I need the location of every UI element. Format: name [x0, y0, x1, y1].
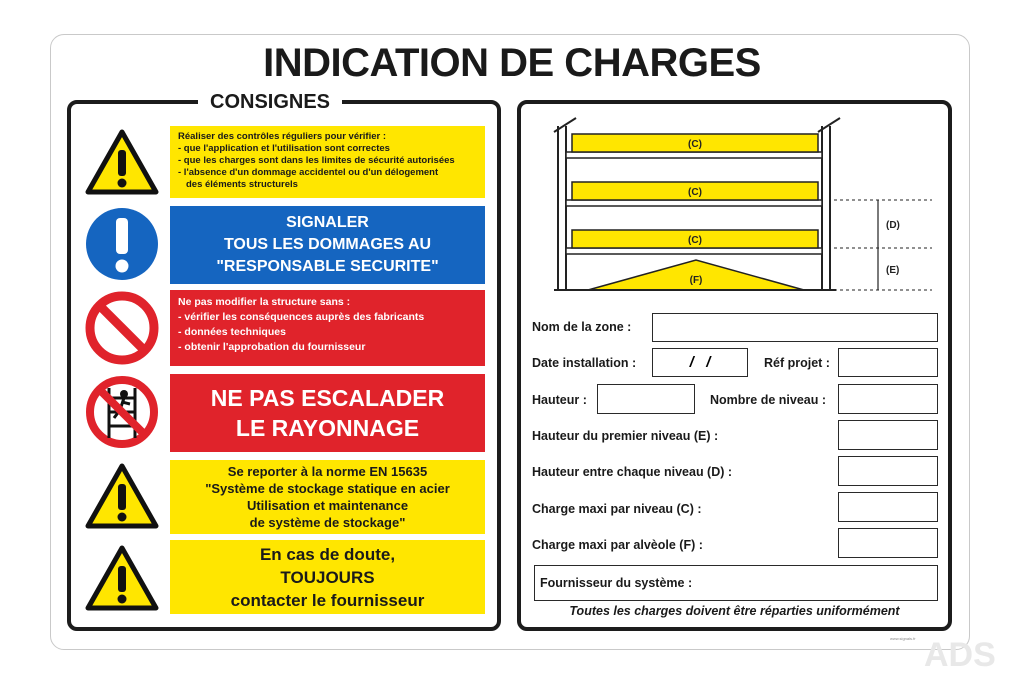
instruction-line: - l'absence d'un dommage accidentel ou d'un délogement — [178, 167, 439, 178]
max-load-level-field[interactable] — [838, 492, 938, 522]
warning-triangle-icon — [84, 544, 160, 612]
level-spacing-label: Hauteur entre chaque niveau (D) : — [532, 465, 733, 479]
beam-label-top: (C) — [688, 139, 702, 150]
small-print: www.signals.fr — [890, 636, 916, 641]
date-label: Date installation : — [532, 356, 637, 370]
zone-field[interactable] — [652, 313, 938, 342]
level-spacing-field[interactable] — [838, 456, 938, 486]
instruction-line: des éléments structurels — [186, 179, 298, 190]
instruction-line: - que l'application et l'utilisation sont correctes — [178, 143, 390, 154]
zone-label: Nom de la zone : — [532, 320, 632, 334]
dimension-d-label: (D) — [886, 220, 900, 231]
max-load-bay-label: Charge maxi par alvèole (F) : — [532, 538, 703, 552]
mandatory-exclamation-icon — [84, 206, 160, 282]
standard-reference-box — [170, 460, 485, 534]
ref-label: Réf projet : — [764, 356, 830, 370]
instruction-line: En cas de doute, — [259, 544, 396, 564]
page-title: INDICATION DE CHARGES — [263, 41, 761, 85]
instruction-line: Ne pas modifier la structure sans : — [178, 296, 351, 308]
height-field[interactable] — [597, 384, 695, 414]
dimension-e-label: (E) — [886, 265, 900, 276]
instruction-line: LE RAYONNAGE — [235, 415, 420, 441]
instruction-line: "RESPONSABLE SECURITE" — [216, 258, 439, 275]
supplier-label: Fournisseur du système : — [540, 576, 693, 590]
no-climbing-icon — [84, 374, 160, 450]
levels-field[interactable] — [838, 384, 938, 414]
rack-diagram — [540, 114, 940, 296]
instruction-line: NE PAS ESCALADER — [210, 385, 445, 411]
no-climbing-box — [170, 374, 485, 452]
beam-label-middle: (C) — [688, 187, 702, 198]
first-level-height-label: Hauteur du premier niveau (E) : — [532, 429, 719, 443]
inspection-instructions — [170, 126, 485, 198]
instruction-line: - vérifier les conséquences auprès des fabricants — [178, 311, 425, 323]
max-load-level-label: Charge maxi par niveau (C) : — [532, 502, 702, 516]
instruction-line: Réaliser des contrôles réguliers pour vérifier : — [178, 131, 387, 142]
watermark: ADS — [924, 636, 996, 674]
instruction-line: TOUS LES DOMMAGES AU — [223, 236, 432, 253]
instruction-line: Se reporter à la norme EN 15635 — [227, 464, 428, 479]
no-modification-box — [170, 290, 485, 366]
levels-label: Nombre de niveau : — [710, 393, 826, 407]
instruction-line: - obtenir l'approbation du fournisseur — [178, 341, 366, 353]
instruction-line: Utilisation et maintenance — [246, 498, 409, 513]
consignes-heading: CONSIGNES — [198, 89, 342, 115]
warning-triangle-icon — [84, 128, 160, 196]
height-label: Hauteur : — [532, 393, 587, 407]
ref-field[interactable] — [838, 348, 938, 377]
instruction-line: - données techniques — [178, 326, 286, 338]
report-damage-box — [170, 206, 485, 284]
prohibition-icon — [84, 290, 160, 366]
contact-supplier-box — [170, 540, 485, 614]
warning-triangle-icon — [84, 462, 160, 530]
instruction-line: TOUJOURS — [280, 567, 375, 587]
beam-label-bottom: (C) — [688, 235, 702, 246]
footnote: Toutes les charges doivent être réparties uniformément — [569, 604, 900, 618]
floor-load-label: (F) — [689, 275, 703, 286]
max-load-bay-field[interactable] — [838, 528, 938, 558]
first-level-height-field[interactable] — [838, 420, 938, 450]
instruction-line: "Système de stockage statique en acier — [205, 481, 450, 496]
instruction-line: contacter le fournisseur — [230, 590, 425, 610]
instruction-line: de système de stockage" — [249, 515, 406, 530]
instruction-line: SIGNALER — [286, 214, 369, 231]
instruction-line: - que les charges sont dans les limites de sécurité autorisées — [178, 155, 455, 166]
date-field[interactable]: / / — [652, 348, 748, 377]
